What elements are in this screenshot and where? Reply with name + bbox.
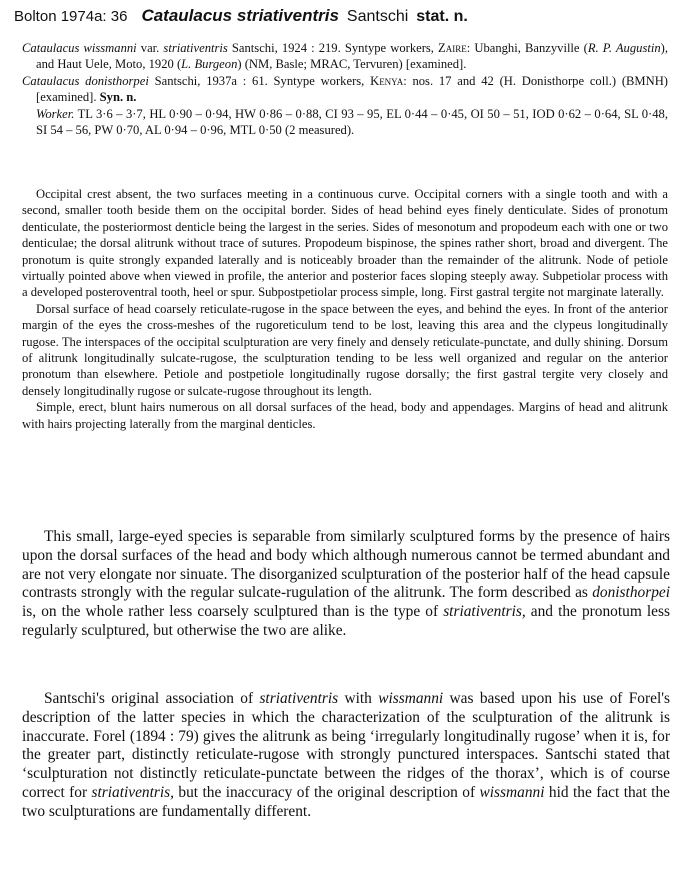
taxon-author: Santschi xyxy=(346,8,409,25)
discussion-paragraph: This small, large-eyed species is separable from similarly sculptured forms by the presence of hairs upon the dorsal surfaces of the head and body which although numerous cannot be termed abundant and are not very elongate nor sinuate. The disorganized sculpturation of the posterior half of the head capsule contrasts strongly with the regular sulcate-rugulation of the alitrunk. The form described as donisthorpei is, on the whole rather less coarsely sculptured than is the type of striativentris, and the pronotum less regularly sculptured, but otherwise the two are alike. xyxy=(22,528,670,639)
synonymy-entry: Cataulacus donisthorpei Santschi, 1937a : 61. Syntype workers, Kenya: nos. 17 and 42 (H. Donisthorpe coll.) (BMNH) [examined]. Syn. n. xyxy=(22,73,668,105)
description-paragraph: Simple, erect, blunt hairs numerous on all dorsal surfaces of the head, body and appendages. Margins of head and alitrunk with hairs projecting laterally from the marginal denticles. xyxy=(22,400,668,431)
synonym-status: Syn. n. xyxy=(99,90,137,105)
collector: L. Burgeon xyxy=(181,57,238,72)
synonym-name: Cataulacus donisthorpei xyxy=(22,73,149,88)
discussion-paragraph: Santschi's original association of striativentris with wissmanni was based upon his use of Forel's description of the latter species in which the characterization of the sculpturation of the alitrunk is inaccurate. Forel (1894 : 79) gives the alitrunk as being ‘irregularly longitudinally rugose’ when it is, for the greater part, distinctly reticulate-rugose with strongly punctured interspaces. Santschi stated that ‘sculpturation not distinctly reticulate-punctate between the ridges of the thorax’, which is of course correct for striativentris, but the inaccuracy of the original description of wissmanni hid the fact that the two sculpturations are fundamentally different. xyxy=(22,690,670,820)
taxon-name: Cataulacus striativentris xyxy=(141,6,339,25)
description-paragraph: Occipital crest absent, the two surfaces meeting in a continuous curve. Occipital corners with a single tooth and with a second, smaller tooth beside them on the occipital border. Sides of head behind eyes finely denticulate. Sides of pronotum denticulate, the posteriormost denticle being the largest in the series. Sides of mesonotum and propodeum each with one or two denticulae; the dorsal alitrunk without trace of sutures. Propodeum bispinose, the spines rather short, broad and divergent. The pronotum is quite strongly expanded laterally and is noticeably broader than the remainder of the alitrunk. Node of petiole virtually pointed above when viewed in profile, the anterior and posterior faces sloping steeply away. Subpetiolar process with a developed posteroventral tooth, heel or spur. Subpostpetiolar process simple, long. First gastral tergite not marginate laterally. xyxy=(22,187,668,300)
synonymy-entry: Cataulacus wissmanni var. striativentris Santschi, 1924 : 219. Syntype workers, Zaire: Ubanghi, Banzyville (R. P. Augustin), and Haut Uele, Moto, 1920 (L. Burgeon) (NM, Basle; MRAC, Tervuren) [examined]. xyxy=(22,41,668,72)
country: Kenya xyxy=(370,73,404,88)
country: Zaire xyxy=(438,41,467,55)
collector: R. P. Augustin xyxy=(587,41,661,55)
citation: Bolton 1974a: 36 xyxy=(14,8,128,25)
taxon-status: stat. n. xyxy=(416,8,468,25)
synonym-name: Cataulacus wissmanni xyxy=(22,41,137,55)
description-block xyxy=(22,186,668,432)
page-header xyxy=(14,6,684,28)
worker-measurements: Worker. TL 3·6 – 3·7, HL 0·90 – 0·94, HW 0·86 – 0·88, CI 93 – 95, EL 0·44 – 0·45, OI 50 – 51, IOD 0·62 – 0·64, SL 0·48, SI 54 – 56, PW 0·70, AL 0·94 – 0·96, MTL 0·50 (2 measured). xyxy=(36,106,668,138)
description-paragraph: Dorsal surface of head coarsely reticulate-rugose in the space between the eyes, and behind the eyes. In front of the anterior margin of the eyes the cross-meshes of the rugoreticulum tend to be lost, leaving this area and the clypeus longitudinally rugose. The interspaces of the occipital sculpturation are very finely and densely reticulate-punctate, and dully shining. Dorsum of alitrunk longitudinally sulcate-rugose, the sculpturation tending to be less well organized and regular on the anterior pronotum than elsewhere. Petiole and postpetiole longitudinally rugose dorsally; the first gastral tergite very closely and densely longitudinally rugose or sulcate-rugose throughout its length. xyxy=(22,301,668,398)
caste-label: Worker. xyxy=(36,106,75,121)
synonymy-block xyxy=(22,40,668,138)
